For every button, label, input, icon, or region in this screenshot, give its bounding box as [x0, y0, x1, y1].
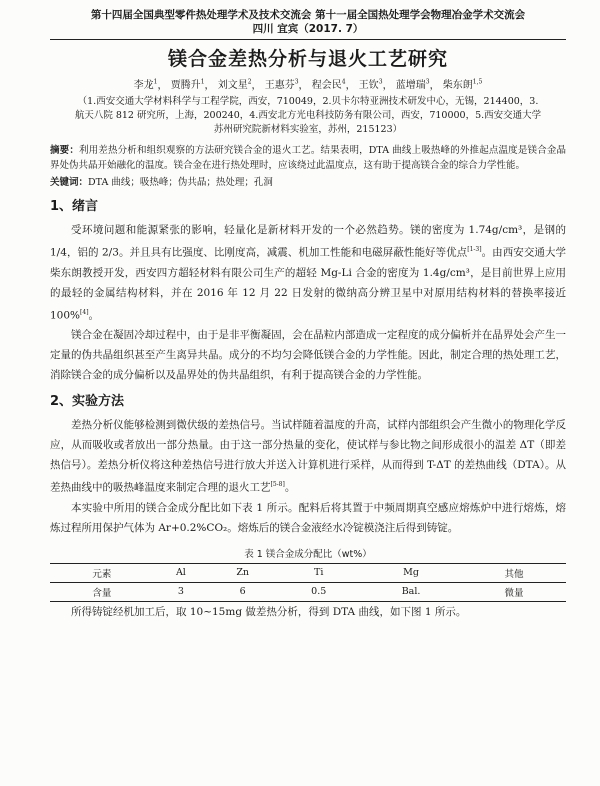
table-header-cell: Al: [175, 567, 186, 579]
author: 程会民$^4$: [311, 79, 346, 92]
author: 李龙$^1$: [133, 79, 158, 92]
table-header-cell: Zn: [236, 567, 250, 579]
conference-header: [50, 8, 566, 36]
paragraph: 本实验中所用的镁合金成分配比如下表 1 所示。配料后将其置于中频周期真空感应熔炼炉中进行熔炼，熔炼过程所用保护气体为 Ar+0.2%CO₂。熔炼后的镁合金液经水冷锭模浇注后得到铸锭。: [50, 501, 566, 534]
table-header-cell: Ti: [314, 567, 324, 579]
table-row: [50, 582, 566, 601]
abstract: [50, 143, 566, 173]
header-rule: [50, 39, 566, 40]
table-caption: 表 1 镁合金成分配比（wt%）: [244, 548, 372, 560]
paper-title: 镁合金差热分析与退火工艺研究: [167, 48, 448, 70]
paragraph: 镁合金在凝固冷却过程中，由于是非平衡凝固，会在晶粒内部造成一定程度的成分偏析并在晶界处会产生一定量的伪共晶组织甚至产生离异共晶。成分的不均匀会降低镁合金的力学性能。因此，制定合理的热处理工艺，消除镁合金的成分偏析以及晶界处的伪共晶组织，有利于提高镁合金的力学性能。: [50, 329, 566, 382]
table-header-row: [50, 563, 566, 582]
author: 刘文星$^2$: [217, 79, 252, 92]
paragraph: 差热分析仪能够检测到微伏级的差热信号。当试样随着温度的升高，试样内部组织会产生微小的物理化学反应，从而吸收或者放出一部分热量。由于这一部分热量的变化，使试样与参比物之间形成很小的温差 ΔT（即差热信号）。差热分析仪将这种差热信号进行放大并送入计算机进行采样，从而得到 T-ΔT 的差热曲线（DTA）。从差热曲线中的吸热峰温度来制定合理的退火工艺[5-8]。: [50, 419, 566, 494]
section-heading: 2、实验方法: [50, 394, 125, 410]
author: 王钦$^3$: [358, 79, 383, 92]
abstract-text: 利用差热分析和组织观察的方法研究镁合金的退火工艺。结果表明，DTA 曲线上吸热峰的外推起点温度是镁合金晶界处伪共晶开始融化的温度。镁合金在进行热处理时，应该绕过此温度点，这有助于提高镁合金的综合力学性能。: [50, 145, 566, 172]
keywords-label: 关键词：: [50, 177, 89, 189]
table-cell: Bal.: [401, 586, 421, 598]
table-header-cell: 元素: [92, 568, 112, 580]
author-list: 李龙$^1$， 贾腾升$^1$， 刘文星$^2$， 王惠芬$^3$， 程会民$^4$， 王钦$^3$， 蓝增瑞$^3$， 柴东朗$^{1,5}$: [133, 79, 483, 92]
affiliations: （1.西安交通大学材料科学与工程学院，西安，710049，2.贝卡尔特亚洲技术研发中心，无锡，214400，3. 航天八院 812 研究所，上海，200240，4.西安北方光电科技防务有限公司，西安，710000，5.西安交通大学 苏州研究院新材料实验室，苏州，215123）: [74, 96, 542, 136]
section-heading: 1、绪言: [50, 199, 99, 215]
keywords: [50, 175, 566, 190]
paragraph: 受环境问题和能源紧张的影响，轻量化是新材料开发的一个必然趋势。镁的密度为 1.74g/cm³，是钢的 1/4，铝的 2/3。并且具有比强度、比刚度高，减震、机加工性能和电磁屏蔽性能好等优点[1-3]。由西安交通大学柴东朗教授开发，西安四方超轻材料有限公司生产的超轻 Mg-Li 合金的密度为 1.4g/cm³，是目前世界上应用的最轻的金属结构材料，并在 2016 年 12 月 22 日发射的微纳高分辨卫星中对原用结构材料的替换率接近 100%[4]。: [50, 224, 567, 322]
author: 柴东朗$^{1,5}$: [442, 79, 483, 92]
author: 王惠芬$^3$: [264, 79, 299, 92]
table-cell: 微量: [504, 587, 524, 599]
table-cell: 含量: [92, 587, 112, 599]
table-header-cell: 其他: [504, 568, 524, 580]
table-header-cell: Mg: [403, 567, 419, 579]
table-cell: 0.5: [311, 586, 327, 598]
table-cell: 3: [177, 586, 184, 598]
author: 贾腾升$^1$: [170, 79, 205, 92]
conference-line-2: 四川 宜宾（2017. 7）: [252, 23, 364, 35]
table-cell: 6: [239, 586, 246, 598]
conference-line-1: 第十四届全国典型零件热处理学术及技术交流会 第十一届全国热处理学会物理冶金学术交流会: [90, 9, 526, 21]
abstract-label: 摘要：: [50, 145, 79, 157]
author: 蓝增瑞$^3$: [395, 79, 430, 92]
keywords-text: DTA 曲线；吸热峰；伪共晶；热处理；孔洞: [88, 177, 273, 189]
composition-table: [50, 563, 566, 602]
paragraph: 所得铸锭经机加工后，取 10~15mg 做差热分析，得到 DTA 曲线，如下图 1 所示。: [71, 605, 467, 618]
